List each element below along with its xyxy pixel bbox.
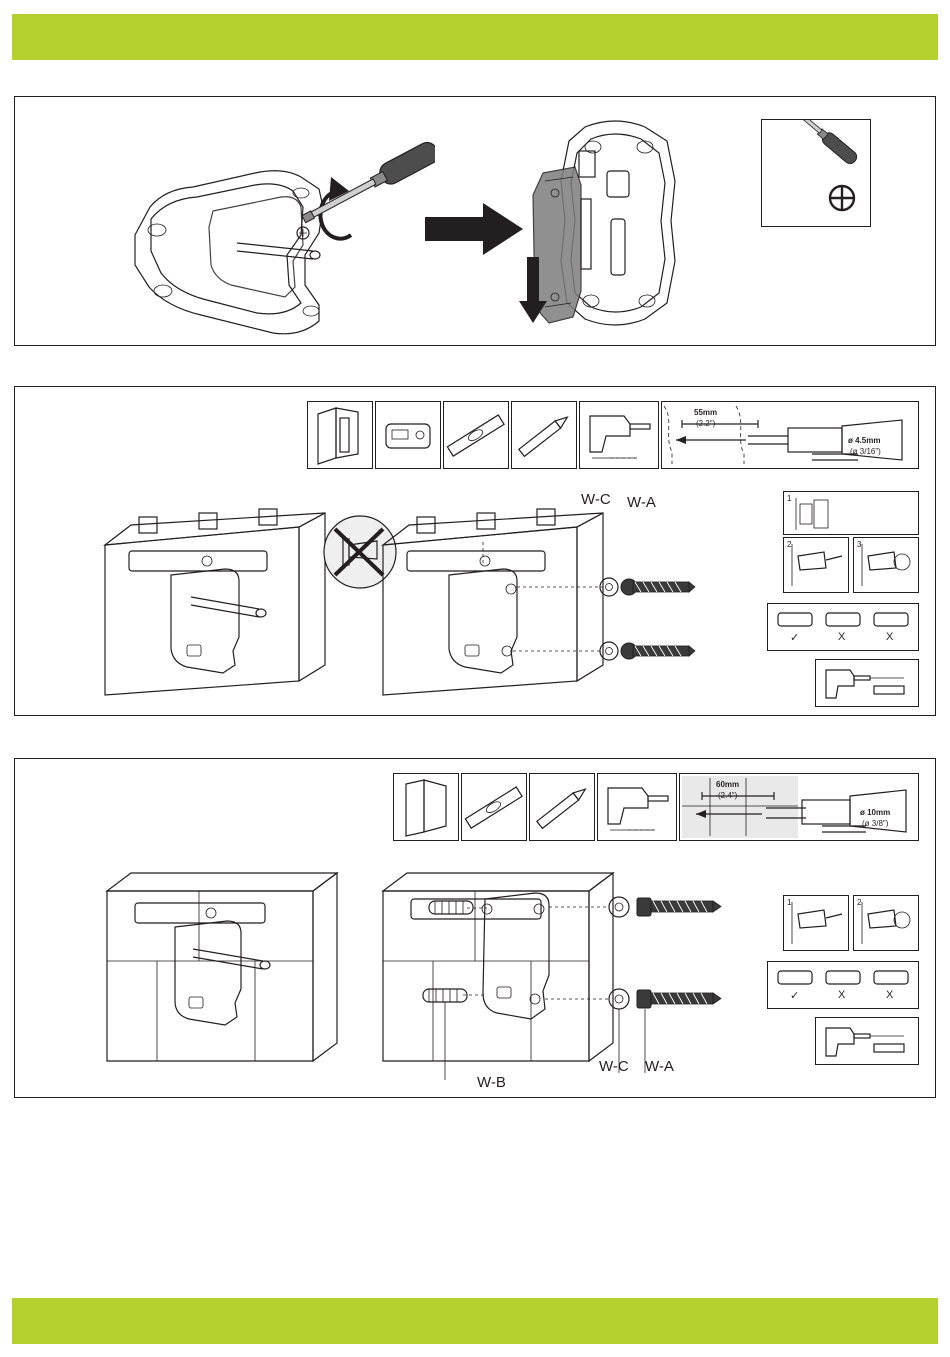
drill-driver-box-2	[815, 1017, 919, 1065]
check-mark-1b: ✓	[790, 990, 800, 1002]
drill-dia-in-2: (ø 3/8")	[862, 819, 889, 828]
drill-depth-in-2: (2.4")	[718, 791, 738, 800]
check-cell-3	[870, 609, 912, 646]
pencil-icon	[511, 401, 577, 469]
check-cell-3b	[870, 967, 912, 1004]
callout-wa-2: W-A	[645, 1058, 674, 1075]
check-cell-1	[774, 609, 816, 646]
stud-finder-icon	[375, 401, 441, 469]
pencil-icon-2	[529, 773, 595, 841]
check-cell-2b	[822, 967, 864, 1004]
seq-box-2b	[853, 895, 919, 951]
seq-box-2	[783, 537, 849, 593]
phillips-head-icon	[830, 186, 854, 210]
masonry-wall-left	[87, 865, 347, 1080]
check-mark-3b: X	[886, 989, 894, 1001]
seq-box-1	[783, 491, 919, 535]
callout-wa: W-A	[627, 494, 656, 511]
stud-wall-icon	[307, 401, 373, 469]
header-band	[12, 14, 938, 60]
drill-dia-mm: ø 4.5mm	[848, 436, 881, 445]
drill-dia-in: (ø 3/16")	[850, 447, 881, 456]
seq-box-3	[853, 537, 919, 593]
bracket-assembly-left	[105, 115, 435, 345]
seq-num-1b: 1	[787, 898, 792, 907]
callout-wc-2: W-C	[599, 1058, 629, 1075]
seq-num-2b: 2	[857, 898, 862, 907]
wood-wall-right	[365, 505, 695, 705]
seq-num-2: 2	[787, 540, 792, 549]
drill-driver-box	[815, 659, 919, 707]
concrete-wall-icon	[393, 773, 459, 841]
step2-panel	[14, 386, 936, 716]
spirit-level-icon-2	[461, 773, 527, 841]
drill-spec-box	[661, 401, 919, 469]
seq-num-1: 1	[787, 494, 792, 503]
footer-band	[12, 1298, 938, 1344]
drill-spec-box-2	[679, 773, 919, 841]
check-cell-2	[822, 609, 864, 646]
drill-icon-2	[597, 773, 677, 841]
drill-icon	[579, 401, 659, 469]
down-arrow-icon	[519, 257, 549, 327]
step3-panel	[14, 758, 936, 1098]
check-row	[767, 603, 919, 651]
seq-num-3: 3	[857, 540, 862, 549]
wall-anchor-bottom	[423, 989, 467, 1002]
check-cell-1b	[774, 967, 816, 1004]
check-row-2	[767, 961, 919, 1009]
step1-panel	[14, 96, 936, 346]
drill-depth-in: (2.2")	[696, 419, 716, 428]
right-arrow-icon	[425, 201, 525, 257]
callout-wb: W-B	[477, 1074, 506, 1091]
wood-wall-left	[87, 505, 337, 705]
seq-box-1b	[783, 895, 849, 951]
check-mark-3: X	[886, 631, 894, 643]
callout-wc: W-C	[581, 491, 611, 508]
check-mark-2b: X	[838, 989, 846, 1001]
drill-dia-mm-2: ø 10mm	[860, 808, 891, 817]
tool-required-box	[761, 119, 871, 227]
drill-depth-mm-2: 60mm	[716, 780, 740, 789]
drill-depth-mm: 55mm	[694, 408, 718, 417]
spirit-level-icon	[443, 401, 509, 469]
masonry-wall-right	[363, 865, 733, 1080]
check-mark-1: ✓	[790, 632, 800, 644]
wall-anchor-top	[429, 901, 473, 914]
check-mark-2: X	[838, 631, 846, 643]
screwdriver-icon	[762, 120, 868, 224]
